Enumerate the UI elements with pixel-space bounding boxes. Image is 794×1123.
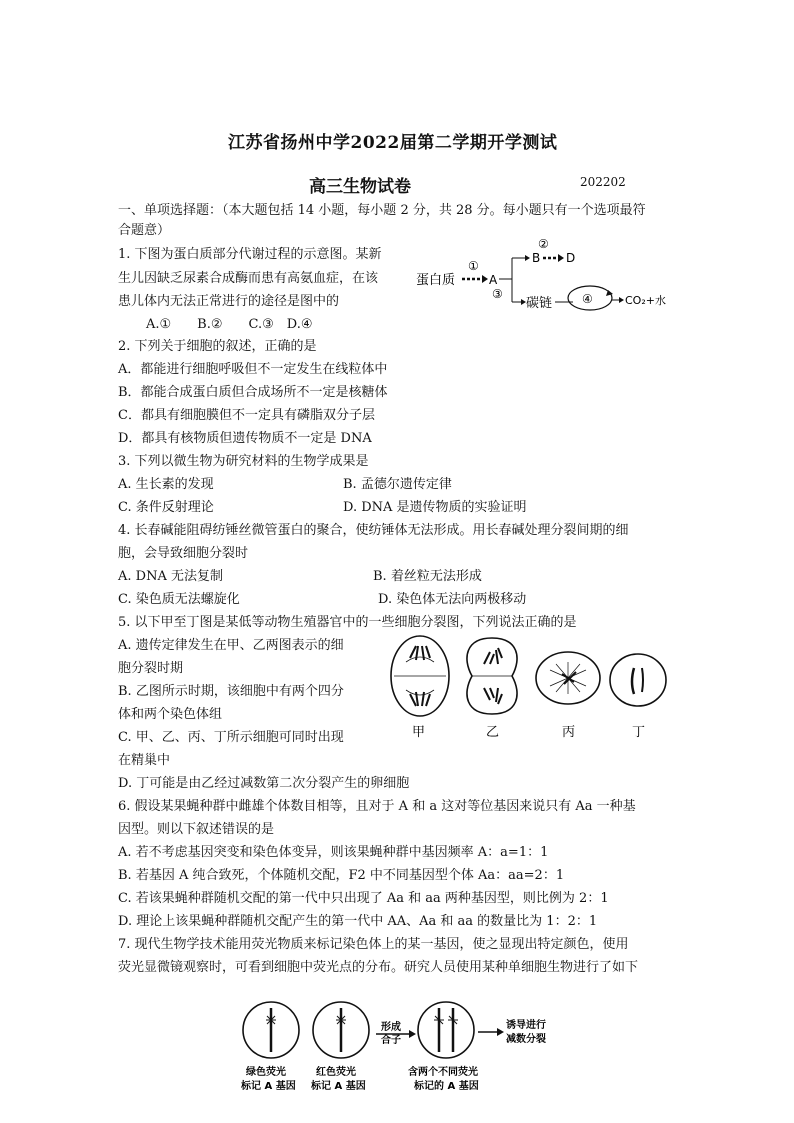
diagram-product: CO₂+水 [625, 294, 666, 307]
diagram-node-d: D [566, 251, 576, 265]
diagram-step-4: ④ [582, 292, 593, 306]
q4-option-a: A. DNA 无法复制 [118, 569, 223, 584]
paper-subtitle: 高三生物试卷 [309, 177, 411, 197]
q1-stem-2: 生儿因缺乏尿素合成酶而患有高氨血症，在该 [118, 271, 379, 286]
fuse-line2: 合子 [381, 1035, 401, 1046]
q4-stem-2: 胞，会导致细胞分裂时 [118, 546, 249, 561]
q6-stem-2: 因型。则以下叙述错误的是 [118, 822, 275, 837]
q2-option-d: D．都具有核物质但遗传物质不一定是 DNA [118, 431, 372, 446]
cell-bing [536, 652, 600, 704]
cap3-line1: 含两个不同荧光 [408, 1067, 478, 1078]
cap3-line2: 标记的 A 基因 [414, 1081, 479, 1092]
q6-stem-1: 6. 假设某果蝇种群中雌雄个体数目相等，且对于 A 和 a 这对等位基因来说只有 Aa 一种基 [118, 799, 636, 814]
q4-stem-1: 4. 长春碱能阻碍纺锤丝微管蛋白的聚合，使纺锤体无法形成。用长春碱处理分裂间期的细 [118, 523, 629, 538]
q1-stem-3: 患儿体内无法正常进行的途径是图中的 [118, 294, 340, 309]
arrowhead-product [619, 297, 624, 303]
arrowhead-1 [482, 275, 488, 283]
q3-stem: 3. 下列以微生物为研究材料的生物学成果是 [118, 454, 369, 469]
q5-option-c-1: C. 甲、乙、丙、丁所示细胞可同时出现 [118, 730, 344, 745]
q5-option-a-2: 胞分裂时期 [118, 661, 184, 676]
cap1-line2: 标记 A 基因 [241, 1081, 296, 1092]
q7-stem-2: 荧光显微镜观察时，可看到细胞中荧光点的分布。研究人员使用某种单细胞生物进行了如下 [118, 960, 639, 975]
q6-option-a: A. 若不考虑基因突变和染色体变异，则该果蝇种群中基因频率 A：a=1：1 [118, 845, 549, 860]
q6-option-b: B. 若基因 A 纯合致死，个体随机交配，F2 中不同基因型个体 Aa：aa=2：1 [118, 868, 565, 883]
protein-metabolism-diagram [408, 234, 698, 322]
cell-division-figure [380, 634, 680, 744]
fuse-line1: 形成 [381, 1022, 401, 1033]
cell-red [313, 1002, 369, 1058]
q5-option-a-1: A. 遗传定律发生在甲、乙两图表示的细 [118, 638, 344, 653]
induce-arrowhead [497, 1028, 504, 1036]
label-yi: 乙 [486, 725, 500, 740]
cell-zygote [418, 1002, 474, 1058]
label-jia: 甲 [412, 725, 426, 740]
q1-stem-1: 1. 下图为蛋白质部分代谢过程的示意图。某新 [118, 247, 382, 262]
q3-option-a: A. 生长素的发现 [118, 477, 214, 492]
q2-option-a: A．都能进行细胞呼吸但不一定发生在线粒体中 [118, 362, 388, 377]
label-bing: 丙 [562, 725, 576, 740]
cap2-line1: 红色荧光 [316, 1067, 356, 1078]
cell-yi [467, 638, 517, 714]
q5-option-c-2: 在精巢中 [118, 753, 171, 768]
q6-option-d: D. 理论上该果蝇种群随机交配产生的第一代中 AA、Aa 和 aa 的数量比为 1：2：1 [118, 914, 598, 929]
diagram-node-a: A [489, 273, 498, 287]
q4-option-c: C. 染色质无法螺旋化 [118, 592, 240, 607]
q2-stem: 2. 下列关于细胞的叙述，正确的是 [118, 339, 317, 354]
induce-line2: 减数分裂 [506, 1034, 546, 1045]
q1-options: A.① B.② C.③ D.④ [146, 317, 313, 332]
arrowhead-d [558, 254, 564, 262]
diagram-node-b: B [532, 251, 541, 265]
cap1-line1: 绿色荧光 [246, 1067, 286, 1078]
diagram-step-2: ② [538, 237, 549, 251]
q5-option-d: D. 丁可能是由乙经过减数第二次分裂产生的卵细胞 [118, 776, 410, 791]
q7-stem-1: 7. 现代生物学技术能用荧光物质来标记染色体上的某一基因，使之显现出特定颜色，使用 [118, 937, 629, 952]
fluorescence-figure [236, 1000, 576, 1096]
diagram-protein-label: 蛋白质 [416, 273, 456, 288]
page-title: 江苏省扬州中学2022届第二学期开学测试 [228, 133, 558, 153]
q3-option-c: C. 条件反射理论 [118, 500, 214, 515]
cell-jia [391, 636, 449, 716]
q2-option-c: C．都具有细胞膜但不一定具有磷脂双分子层 [118, 408, 375, 423]
q4-option-d: D. 染色体无法向两极移动 [378, 592, 527, 607]
fuse-arrowhead [409, 1030, 416, 1038]
date-code: 202202 [580, 175, 626, 189]
section-heading-cont: 合题意） [118, 223, 171, 238]
q2-option-b: B．都能合成蛋白质但合成场所不一定是核糖体 [118, 385, 388, 400]
q5-option-b-1: B. 乙图所示时期，该细胞中有两个四分 [118, 684, 344, 699]
diagram-step-3: ③ [492, 287, 503, 301]
cap2-line2: 标记 A 基因 [311, 1081, 366, 1092]
cell-ding [610, 654, 666, 706]
diagram-carbon-chain: 碳链 [526, 296, 553, 311]
cell-green [243, 1002, 299, 1058]
section-heading: 一、单项选择题：（本大题包括 14 小题，每小题 2 分，共 28 分。每小题只有一个选项最符 [118, 203, 646, 218]
q5-option-b-2: 体和两个染色体组 [118, 707, 223, 722]
q6-option-c: C. 若该果蝇种群随机交配的第一代中只出现了 Aa 和 aa 两种基因型，则比例为 2：1 [118, 891, 609, 906]
q4-option-b: B. 着丝粒无法形成 [373, 569, 482, 584]
arrowhead-b [525, 255, 530, 261]
label-ding: 丁 [632, 725, 646, 740]
q3-option-b: B. 孟德尔遗传定律 [343, 477, 452, 492]
q3-option-d: D. DNA 是遗传物质的实验证明 [343, 500, 527, 515]
diagram-step-1: ① [468, 259, 479, 273]
q5-stem: 5. 以下甲至丁图是某低等动物生殖器官中的一些细胞分裂图，下列说法正确的是 [118, 615, 577, 630]
induce-line1: 诱导进行 [506, 1020, 546, 1031]
